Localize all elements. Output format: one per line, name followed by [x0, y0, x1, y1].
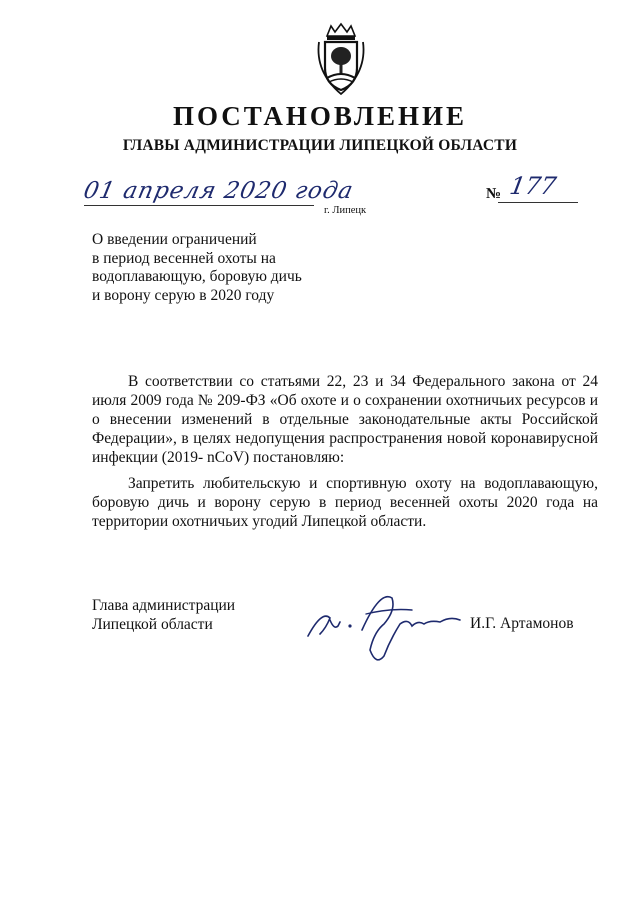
number-prefix: № — [486, 186, 502, 202]
decree-paragraph: Запретить любительскую и спортивную охоту на водоплавающую, боровую дичь и ворону серую в период весенней охоты 2020 года на территории охотничьих угодий Липецкой области. — [92, 475, 598, 530]
document-subtitle: ГЛАВЫ АДМИНИСТРАЦИИ ЛИПЕЦКОЙ ОБЛАСТИ — [122, 137, 518, 154]
signatory-position — [92, 596, 235, 634]
signatory-name: И.Г. Артамонов — [470, 615, 574, 632]
subject-line: О введении ограничений — [92, 231, 257, 248]
handwritten-signature — [300, 580, 480, 680]
subject-line: в период весенней охоты на — [92, 249, 276, 267]
document-title: ПОСТАНОВЛЕНИЕ — [172, 101, 468, 131]
subject-line: и ворону серую в 2020 году — [92, 286, 275, 304]
city-label: г. Липецк — [324, 205, 367, 216]
position-line: Липецкой области — [92, 616, 213, 633]
date-underline — [84, 205, 314, 206]
handwritten-date: 01 апреля 2020 года — [81, 178, 356, 204]
lipetsk-coat-of-arms-icon — [313, 22, 369, 98]
handwritten-number: 177 — [507, 172, 559, 200]
position-line: Глава администрации — [92, 597, 236, 614]
number-underline — [498, 202, 578, 203]
preamble-paragraph: В соответствии со статьями 22, 23 и 34 Федерального закона от 24 июля 2009 года № 209-ФЗ «Об охоте и о сохранении охотничьих ресурсов и о внесении изменений в отдельные законодательные акты Российской Федерации», в целях недопущения распространения новой коронавирусной инфекции (2019- nCoV) постановляю: — [92, 373, 598, 466]
document-subject — [92, 231, 352, 305]
subject-line: водоплавающую, боровую дичь — [92, 268, 302, 285]
